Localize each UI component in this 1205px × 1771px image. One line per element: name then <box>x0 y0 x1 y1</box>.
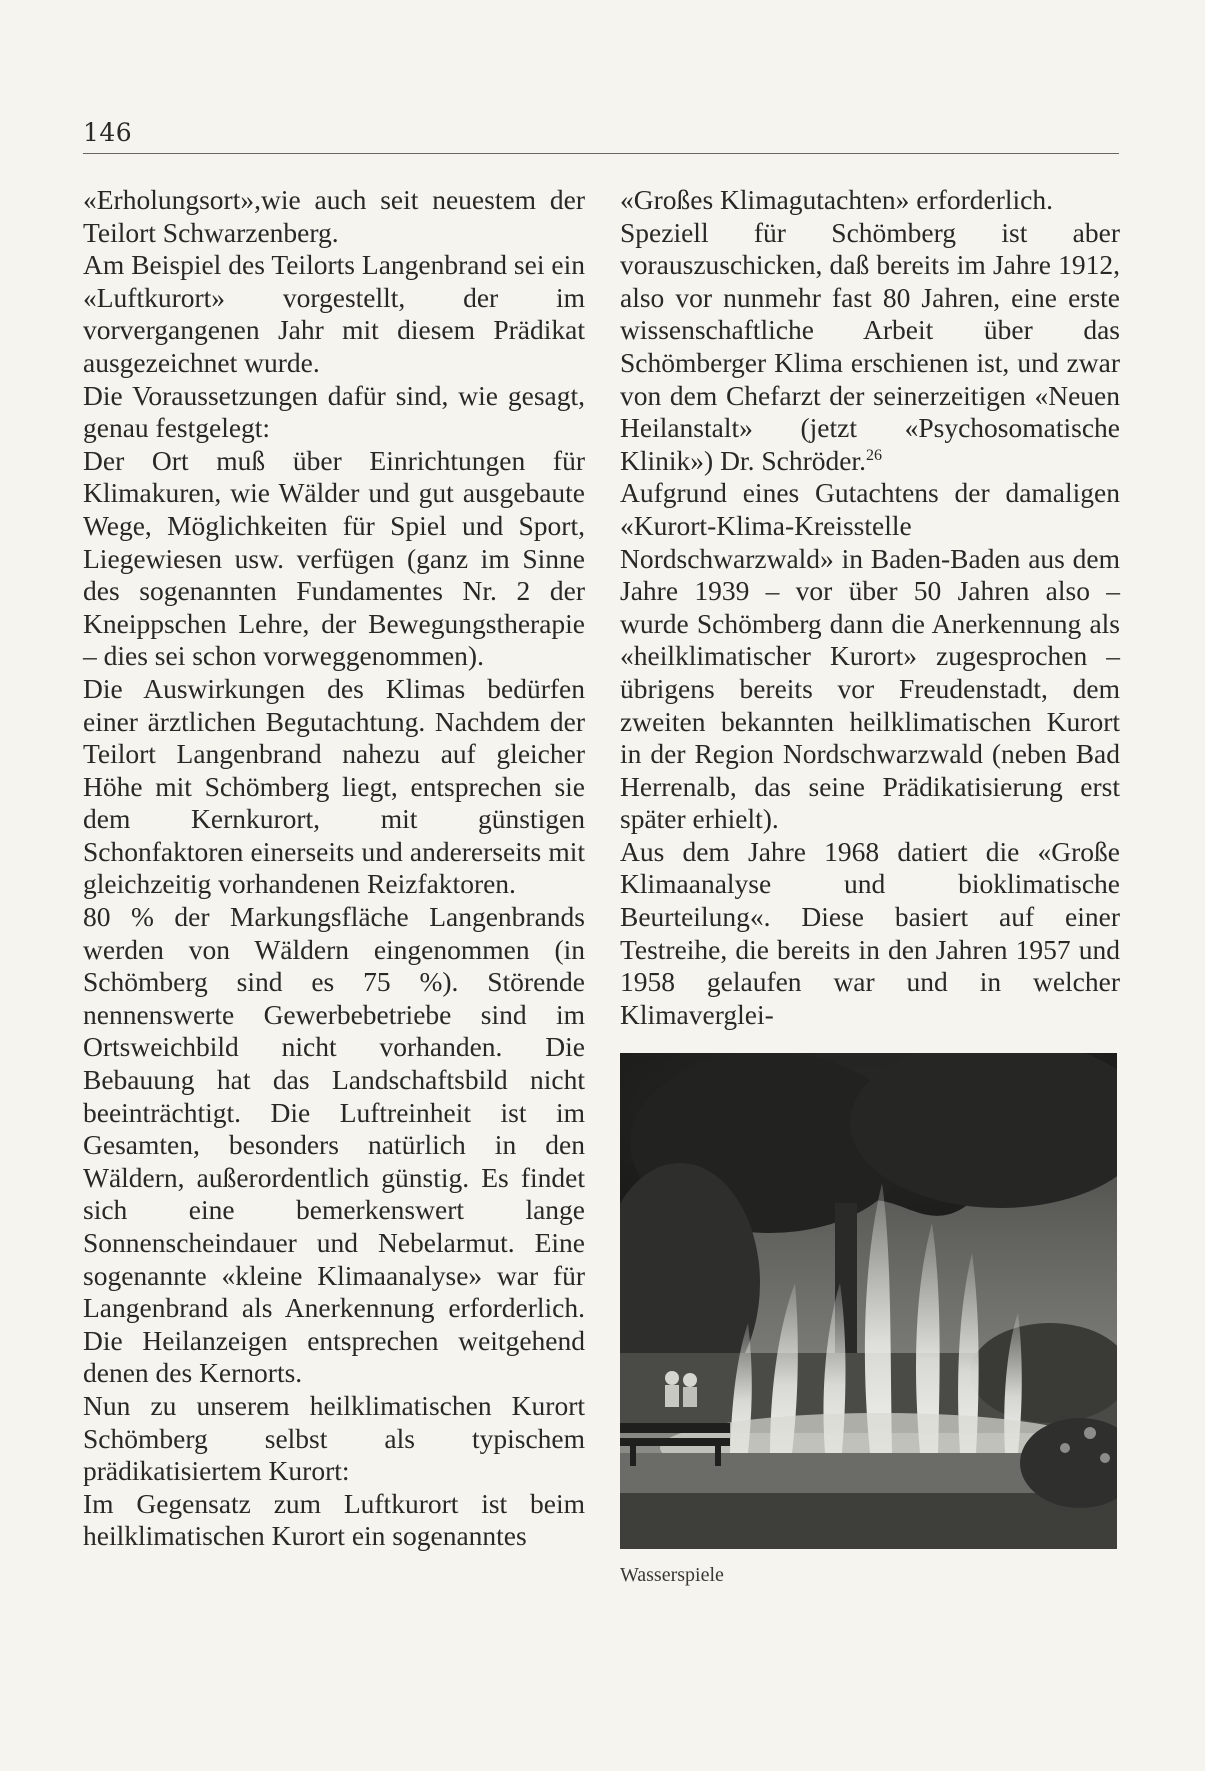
page-number: 146 <box>83 118 133 147</box>
fountain-photo <box>620 1053 1117 1549</box>
paragraph: «Großes Klimagutachten» erforderlich. <box>620 184 1053 215</box>
right-column <box>620 184 1120 1031</box>
paragraph: Aufgrund eines Gutachtens der damaligen «Kurort-Klima-Kreisstelle Nordschwarzwald» in Baden-Baden aus dem Jahre 1939 – vor über 50 Jahren also – wurde Schömberg dann die Anerkennung als «heilklimatischer Kurort» zugesprochen – übrigens bereits vor Freudenstadt, dem zweiten bekannten heilklimatischen Kurort in der Region Nordschwarzwald (neben Bad Herrenalb, das seine Prädikatisierung erst später erhielt). <box>620 477 1120 835</box>
paragraph: «Erholungsort»,wie auch seit neuestem der Teilort Schwarzenberg. <box>83 184 585 248</box>
paragraph: Der Ort muß über Einrichtungen für Klimakuren, wie Wälder und gut ausgebaute Wege, Möglichkeiten für Spiel und Sport, Liegewiesen usw. verfügen (ganz im Sinne des sogenannten Fundamentes Nr. 2 der Kneippschen Lehre, der Bewegungstherapie – dies sei schon vorweggenommen). <box>83 444 585 672</box>
paragraph: Am Beispiel des Teilorts Langenbrand sei ein «Luftkurort» vorgestellt, der im vorvergangenen Jahr mit diesem Prädikat ausgezeichnet wurde. <box>83 249 585 378</box>
figure-caption: Wasserspiele <box>620 1564 724 1586</box>
paragraph-text: Speziell für Schömberg ist aber vorauszuschicken, daß bereits im Jahre 1912, also vor nunmehr fast 80 Jahren, eine erste wissenschaftliche Arbeit über das Schömberger Klima erschienen ist, und zwar von dem Chefarzt der seinerzeitigen «Neuen Heilanstalt» (jetzt «Psychosomatische Klinik») Dr. Schröder. <box>620 216 1120 476</box>
left-column <box>83 184 585 1553</box>
footnote-reference: 26 <box>865 446 882 464</box>
header-rule <box>83 153 1119 154</box>
paragraph: 80 % der Markungsfläche Langenbrands werden von Wäldern eingenommen (in Schömberg sind es 75 %). Störende nennenswerte Gewerbebetriebe sind im Ortsweichbild nicht vorhanden. Die Bebauung hat das Landschaftsbild nicht beeinträchtigt. Die Luftreinheit ist im Gesamten, besonders natürlich in den Wäldern, außerordentlich günstig. Es findet sich eine bemerkenswert lange Sonnenscheindauer und Nebelarmut. Eine sogenannte «kleine Klimaanalyse» war für Langenbrand als Anerkennung erforderlich. Die Heilanzeigen entsprechen weitgehend denen des Kernorts. <box>83 901 585 1389</box>
paragraph: Nun zu unserem heilklimatischen Kurort Schömberg selbst als typischem prädikatisiertem Kurort: <box>83 1389 585 1487</box>
paragraph: Im Gegensatz zum Luftkurort ist beim heilklimatischen Kurort ein sogenanntes <box>83 1487 585 1552</box>
paragraph-schroeder <box>620 217 1120 478</box>
paragraph: Aus dem Jahre 1968 datiert die «Große Klimaanalyse und bioklimatische Beurteilung«. Diese basiert auf einer Testreihe, die bereits in den Jahren 1957 und 1958 gelaufen war und in welcher Klimaverglei- <box>620 835 1120 1030</box>
paragraph: Die Voraussetzungen dafür sind, wie gesagt, genau festgelegt: <box>83 379 585 444</box>
paragraph: Die Auswirkungen des Klimas bedürfen einer ärztlichen Begutachtung. Nachdem der Teilort Langenbrand nahezu auf gleicher Höhe mit Schömberg liegt, entsprechen sie dem Kernkurort, mit günstigen Schonfaktoren einerseits und andererseits mit gleichzeitig vorhandenen Reizfaktoren. <box>83 672 585 900</box>
